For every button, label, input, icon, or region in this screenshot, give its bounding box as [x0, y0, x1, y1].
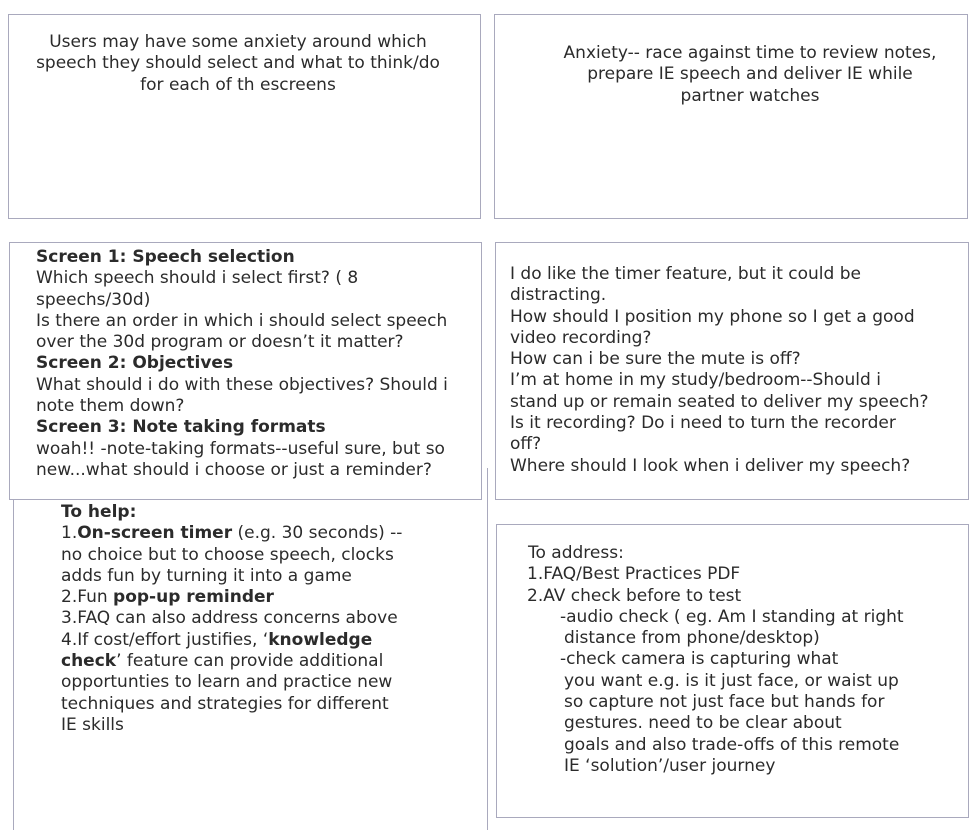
address-subitem: you want e.g. is it just face, or waist up	[564, 670, 899, 691]
to-address-heading: To address:	[528, 543, 624, 563]
concern-line: How can i be sure the mute is off?	[510, 349, 801, 370]
address-item: 1.FAQ/Best Practices PDF	[527, 564, 741, 585]
concern-line: stand up or remain seated to deliver my speech?	[510, 391, 929, 412]
help-item-4-cont: check’ feature can provide additional	[61, 651, 384, 672]
address-subitem: -check camera is capturing what	[560, 649, 839, 670]
screen3-comment: woah!! -note-taking formats--useful sure, but so	[36, 438, 445, 459]
address-subitem: gestures. need to be clear about	[564, 713, 842, 734]
help-item-3: 3.FAQ can also address concerns above	[61, 608, 398, 629]
card-border-left	[13, 500, 14, 830]
address-subitem: distance from phone/desktop)	[564, 628, 820, 649]
concern-line: I’m at home in my study/bedroom--Should i	[510, 370, 881, 391]
concern-line: Is it recording? Do i need to turn the recorder	[510, 413, 896, 434]
concern-line: I do like the timer feature, but it could be	[510, 264, 861, 284]
note-text-to-help	[61, 502, 402, 736]
address-subitem: so capture not just face but hands for	[564, 692, 885, 713]
help-item-1: 1.On-screen timer (e.g. 30 seconds) --	[61, 523, 403, 544]
screen1-question-2b: over the 30d program or doesn’t it matter?	[36, 332, 404, 353]
screen2-heading: Screen 2: Objectives	[36, 353, 234, 374]
help-item-4-cont: opportunties to learn and practice new	[61, 672, 393, 693]
note-text-concerns	[510, 264, 929, 477]
card-border-right	[487, 468, 488, 830]
screen3-comment-b: new...what should i choose or just a reminder?	[36, 459, 432, 480]
help-item-1-cont: no choice but to choose speech, clocks	[61, 544, 394, 565]
screen3-heading: Screen 3: Note taking formats	[36, 417, 326, 438]
to-help-heading: To help:	[61, 502, 137, 522]
concern-line: distracting.	[510, 285, 607, 306]
screen1-question-2: Is there an order in which i should select speech	[36, 310, 448, 331]
concern-line: off?	[510, 434, 542, 455]
screen2-question-b: note them down?	[36, 396, 185, 417]
address-subitem: -audio check ( eg. Am I standing at right	[560, 606, 904, 627]
note-text-to-address	[528, 543, 904, 777]
note-text-top-left: Users may have some anxiety around which speech they should select and what to think/do for each of th escreens	[36, 32, 440, 95]
concern-line: Where should I look when i deliver my speech?	[510, 455, 911, 476]
concern-line: How should I position my phone so I get a good	[510, 306, 915, 327]
concern-line: video recording?	[510, 327, 652, 348]
help-item-2: 2.Fun pop-up reminder	[61, 587, 274, 608]
help-item-4-cont: techniques and strategies for different	[61, 693, 389, 714]
screen1-question-1b: speechs/30d)	[36, 289, 151, 310]
help-item-1-cont: adds fun by turning it into a game	[61, 565, 352, 586]
screen2-question: What should i do with these objectives? Should i	[36, 374, 448, 395]
screen1-heading: Screen 1: Speech selection	[36, 247, 295, 267]
note-text-top-right: Anxiety-- race against time to review notes, prepare IE speech and deliver IE while partner watches	[563, 43, 937, 106]
address-item: 2.AV check before to test	[527, 585, 742, 606]
help-item-4: 4.If cost/effort justifies, ‘knowledge	[61, 629, 373, 650]
address-subitem: IE ‘solution’/user journey	[564, 755, 776, 776]
help-item-4-cont: IE skills	[61, 714, 124, 735]
note-text-screens	[36, 247, 448, 481]
address-subitem: goals and also trade-offs of this remote	[564, 734, 900, 755]
screen1-question-1: Which speech should i select first? ( 8	[36, 268, 359, 289]
